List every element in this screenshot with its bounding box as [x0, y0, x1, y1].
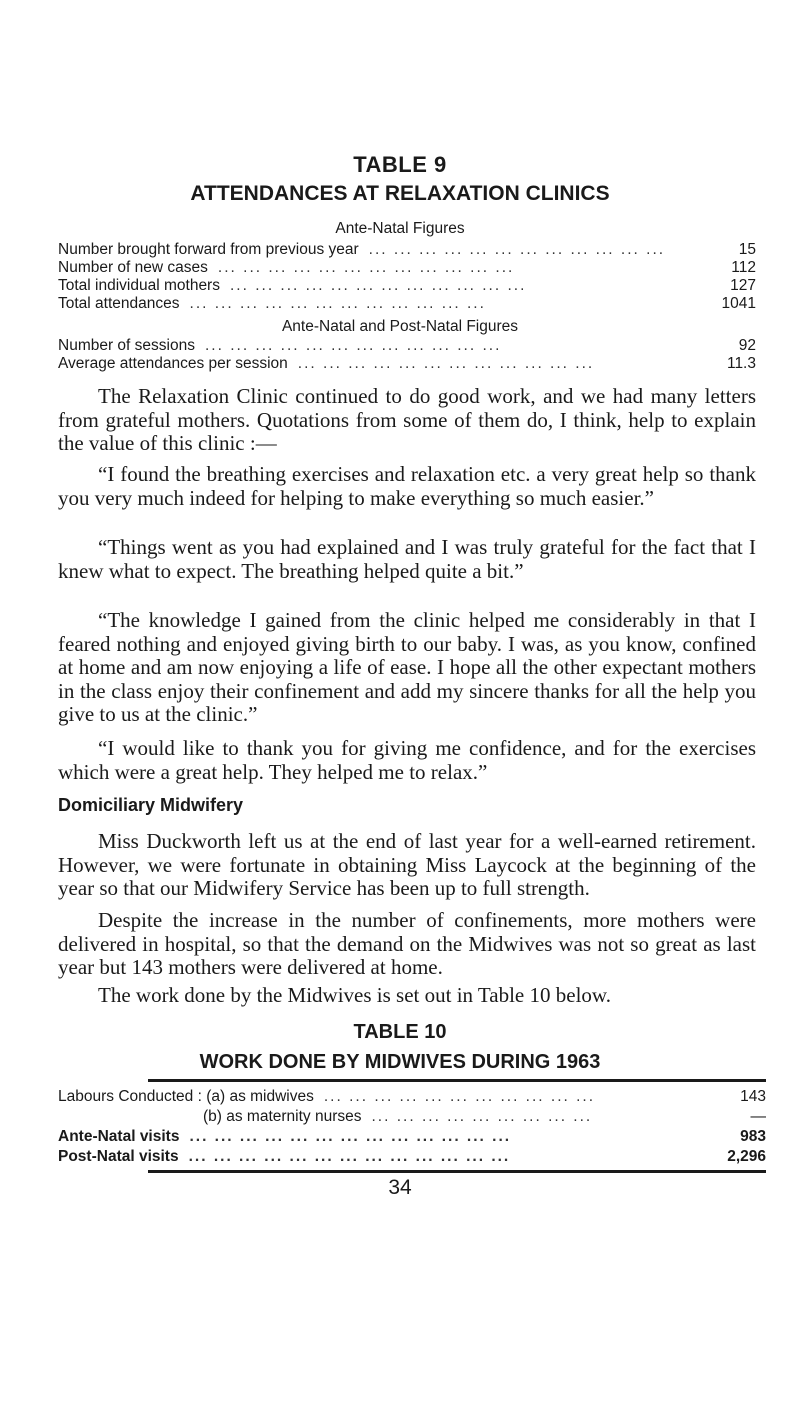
paragraph-text: “I found the breathing exercises and relaxation etc. a very great help so thank you very much indeed for helping to make everything so much easier.” [58, 462, 756, 510]
table-row [58, 241, 756, 259]
table-10-subtitle: WORK DONE BY MIDWIVES DURING 1963 [199, 1051, 601, 1073]
row-label: (b) as maternity nurses [203, 1108, 362, 1125]
leader-dots: ... ... ... ... ... ... ... ... ... ... ... ... [189, 295, 486, 312]
row-value: 92 [738, 337, 756, 354]
leader-dots: ... ... ... ... ... ... ... ... ... ... ... ... ... [189, 1128, 512, 1145]
table-row [58, 295, 756, 313]
body-paragraph [58, 909, 756, 980]
body-paragraph [58, 830, 756, 901]
table-bottom-rule [148, 1170, 766, 1173]
table-row [58, 1148, 766, 1166]
table-row [203, 1108, 766, 1126]
leader-dots: ... ... ... ... ... ... ... ... ... ... ... ... [217, 259, 515, 276]
table-row [58, 1128, 766, 1146]
paragraph-text: The Relaxation Clinic continued to do good work, and we had many letters from grateful mothers. Quotations from some of them do, I think, help to explain the value of this clinic :— [58, 384, 756, 455]
table-9-title: TABLE 9 [353, 152, 447, 177]
quote-paragraph [58, 737, 756, 784]
table-row [58, 355, 756, 373]
table-row [58, 277, 756, 295]
table-top-rule [148, 1079, 766, 1082]
paragraph-text: The work done by the Midwives is set out in Table 10 below. [98, 983, 611, 1007]
leader-dots: ... ... ... ... ... ... ... ... ... [371, 1108, 593, 1125]
leader-dots: ... ... ... ... ... ... ... ... ... ... ... ... [204, 337, 502, 354]
row-value: 11.3 [726, 355, 756, 372]
page-number: 34 [388, 1176, 412, 1199]
intro-paragraph [58, 385, 756, 456]
row-value: 15 [738, 241, 756, 258]
body-paragraph [58, 984, 756, 1008]
quote-paragraph [58, 463, 756, 510]
row-label: Ante-Natal visits [58, 1128, 180, 1145]
row-label: Labours Conducted : (a) as midwives [58, 1088, 314, 1105]
paragraph-text: Miss Duckworth left us at the end of last year for a well-earned retirement. However, we were fortunate in obtaining Miss Laycock at the beginning of the year so that our Midwifery Service has been up to full strength. [58, 829, 756, 900]
leader-dots: ... ... ... ... ... ... ... ... ... ... ... ... [368, 241, 666, 258]
row-label: Number of sessions [58, 337, 195, 354]
row-label: Post-Natal visits [58, 1148, 179, 1165]
row-value: 143 [740, 1088, 766, 1105]
row-label: Number of new cases [58, 259, 208, 276]
row-value: — [750, 1108, 766, 1125]
row-value: 1041 [721, 295, 756, 312]
paragraph-text: “I would like to thank you for giving me confidence, and for the exercises which were a great help. They helped me to relax.” [58, 736, 756, 784]
table-row [58, 1088, 766, 1106]
section-heading: Domiciliary Midwifery [58, 795, 244, 815]
paragraph-text: Despite the increase in the number of confinements, more mothers were delivered in hospital, so that the demand on the Midwives was not so great as last year but 143 mothers were delivered at home. [58, 908, 756, 979]
leader-dots: ... ... ... ... ... ... ... ... ... ... ... [323, 1088, 596, 1105]
row-value: 2,296 [727, 1148, 766, 1165]
table-row [58, 259, 756, 277]
row-label: Number brought forward from previous year [58, 241, 359, 258]
quote-paragraph [58, 609, 756, 727]
table-10-title: TABLE 10 [353, 1021, 447, 1043]
ante-post-natal-heading: Ante-Natal and Post-Natal Figures [281, 318, 519, 335]
leader-dots: ... ... ... ... ... ... ... ... ... ... ... ... ... [188, 1148, 511, 1165]
row-value: 983 [740, 1128, 766, 1145]
paragraph-text: “The knowledge I gained from the clinic helped me considerably in that I feared nothing and enjoyed giving birth to our baby. I was, as you know, confined at home and am now enjoying a life of ease. I hope all the other expectant mothers in the class enjoy their confinement and add my sincere thanks for all the help you give to us at the clinic.” [58, 608, 756, 726]
row-label: Total individual mothers [58, 277, 220, 294]
leader-dots: ... ... ... ... ... ... ... ... ... ... ... ... [297, 355, 595, 372]
row-label: Average attendances per session [58, 355, 288, 372]
row-value: 127 [730, 277, 756, 294]
paragraph-text: “Things went as you had explained and I was truly grateful for the fact that I knew what to expect. The breathing helped quite a bit.” [58, 535, 756, 583]
leader-dots: ... ... ... ... ... ... ... ... ... ... ... ... [229, 277, 527, 294]
ante-natal-heading: Ante-Natal Figures [335, 220, 465, 237]
row-value: 112 [731, 259, 756, 276]
table-row [58, 337, 756, 355]
quote-paragraph [58, 536, 756, 583]
table-9-subtitle: ATTENDANCES AT RELAXATION CLINICS [190, 182, 610, 205]
row-label: Total attendances [58, 295, 180, 312]
